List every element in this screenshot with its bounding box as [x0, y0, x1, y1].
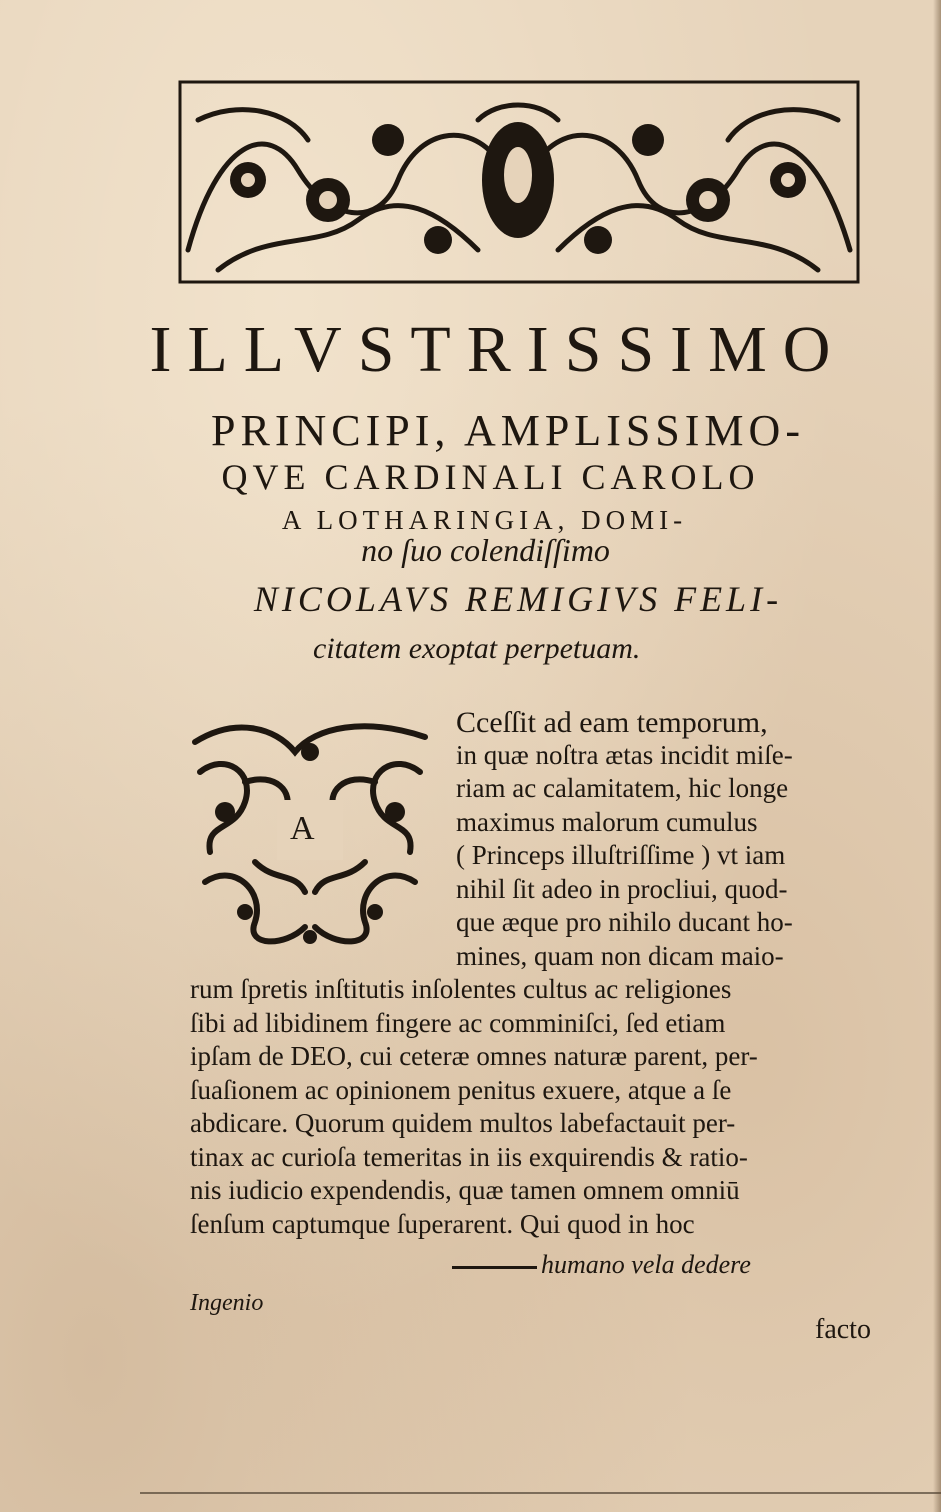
body-line: ipſam de DEO, cui ceteræ omnes naturæ parent, per- — [190, 1041, 758, 1071]
body-line: ſenſum captumque ſuperarent. Qui quod in hoc — [190, 1208, 695, 1239]
body-line: nihil ſit adeo in procliui, quod- — [456, 873, 788, 904]
page-edge-shadow — [933, 0, 941, 1512]
body-line: Cceſſit ad eam temporum, — [456, 706, 768, 739]
initial-letter: A — [290, 810, 315, 847]
quote-line — [452, 1250, 751, 1280]
title-line-6: NICOLAVS REMIGIVS FELI- — [253, 579, 783, 619]
title-line-3: QVE CARDINALI CAROLO — [221, 457, 760, 497]
footer-catchword: facto — [815, 1314, 871, 1345]
body-line: abdicare. Quorum quidem multos labefactauit per- — [190, 1108, 736, 1138]
body-line: tinax ac curioſa temeritas in iis exquirendis & ratio- — [190, 1141, 748, 1172]
body-line: maximus malorum cumulus — [456, 806, 758, 837]
body-line: in quæ noſtra ætas incidit miſe- — [456, 739, 793, 770]
title-line-1: ILLVSTRISSIMO — [149, 313, 847, 386]
bottom-edge-line — [140, 1492, 941, 1494]
body-line: ( Princeps illuſtriſſime ) vt iam — [456, 840, 786, 870]
footer-left-catchword: Ingenio — [190, 1290, 264, 1316]
body-line: que æque pro nihilo ducant ho- — [456, 907, 793, 937]
title-line-2: PRINCIPI, AMPLISSIMO- — [211, 406, 805, 455]
body-line: rum ſpretis inſtitutis inſolentes cultus ac religiones — [190, 974, 732, 1004]
body-line: nis iudicio expendendis, quæ tamen omnem omniū — [190, 1175, 740, 1205]
body-line: ſuaſionem ac opinionem penitus exuere, atque a ſe — [190, 1074, 732, 1105]
body-line: ſibi ad libidinem fingere ac comminiſci, ſed etiam — [190, 1007, 726, 1038]
title-line-7: citatem exoptat perpetuam. — [313, 632, 641, 665]
quote-text: humano vela dedere — [541, 1250, 751, 1279]
title-line-5: no ſuo colendiſſimo — [361, 532, 610, 568]
title-line-4: A LOTHARINGIA, DOMI- — [281, 505, 688, 535]
woodcut-headpiece-ornament — [178, 80, 860, 285]
quote-dash — [452, 1266, 537, 1269]
body-line: riam ac calamitatem, hic longe — [456, 773, 789, 803]
body-line: mines, quam non dicam maio- — [456, 940, 784, 971]
